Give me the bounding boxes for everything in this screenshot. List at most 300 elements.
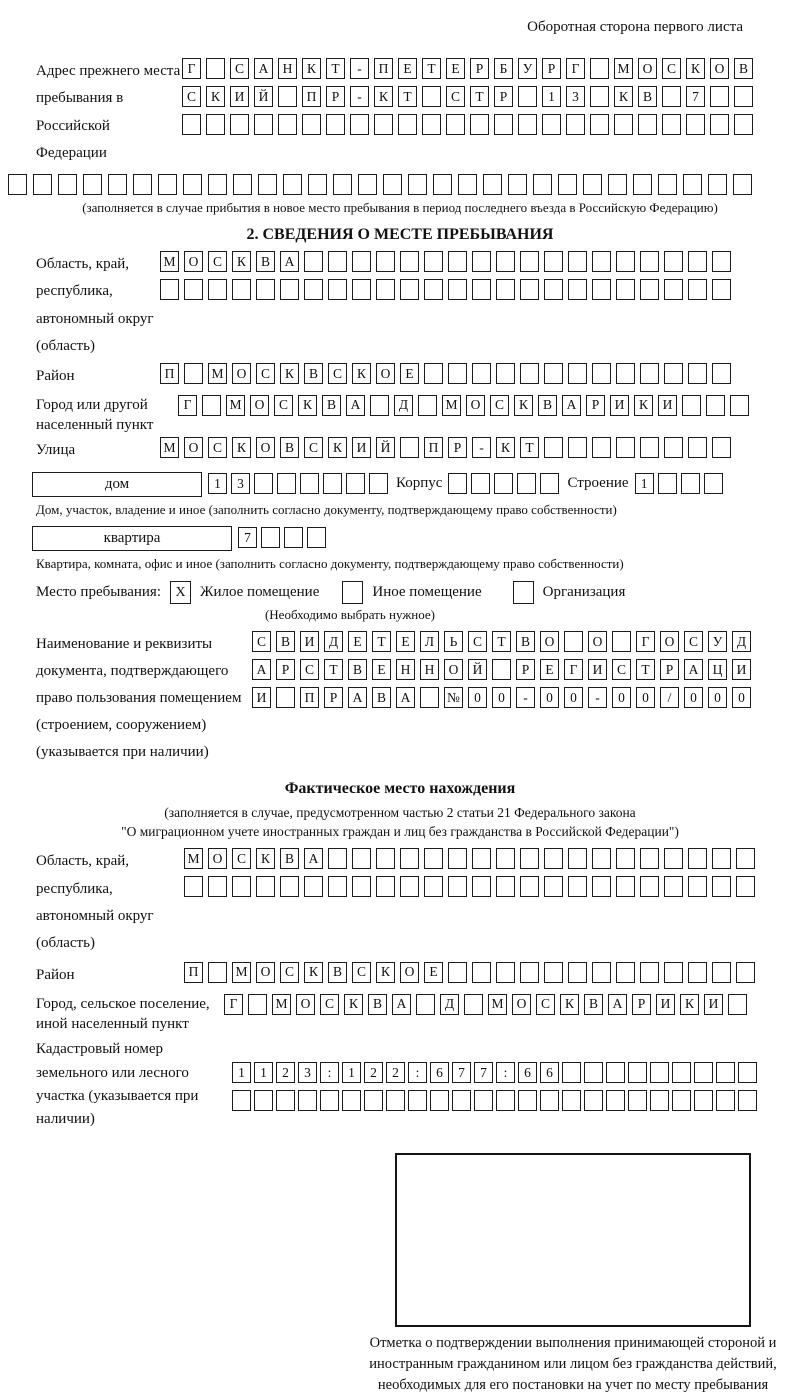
char-cell[interactable]: А	[348, 687, 367, 708]
char-cell[interactable]	[640, 363, 659, 384]
char-cell[interactable]: :	[320, 1062, 339, 1083]
char-cell[interactable]	[520, 876, 539, 897]
char-cell[interactable]	[474, 1090, 493, 1111]
char-cell[interactable]: В	[638, 86, 657, 107]
char-cell[interactable]	[694, 1090, 713, 1111]
char-cell[interactable]: Г	[178, 395, 197, 416]
char-cell[interactable]	[608, 174, 627, 195]
char-cell[interactable]	[664, 876, 683, 897]
char-cell[interactable]	[612, 631, 631, 652]
char-cell[interactable]	[706, 395, 725, 416]
char-cell[interactable]	[258, 174, 277, 195]
char-cell[interactable]	[566, 114, 585, 135]
char-cell[interactable]	[248, 994, 267, 1015]
char-cell[interactable]	[452, 1090, 471, 1111]
char-cell[interactable]	[233, 174, 252, 195]
char-cell[interactable]: /	[660, 687, 679, 708]
char-cell[interactable]: С	[232, 848, 251, 869]
char-cell[interactable]: 6	[430, 1062, 449, 1083]
char-cell[interactable]: И	[656, 994, 675, 1015]
char-cell[interactable]	[672, 1062, 691, 1083]
char-cell[interactable]	[664, 251, 683, 272]
char-cell[interactable]: 2	[276, 1062, 295, 1083]
char-cell[interactable]	[688, 251, 707, 272]
char-cell[interactable]: К	[352, 363, 371, 384]
char-cell[interactable]	[448, 876, 467, 897]
char-cell[interactable]	[662, 86, 681, 107]
char-cell[interactable]: С	[320, 994, 339, 1015]
char-cell[interactable]	[254, 473, 273, 494]
char-cell[interactable]: П	[374, 58, 393, 79]
char-cell[interactable]	[202, 395, 221, 416]
char-cell[interactable]	[230, 114, 249, 135]
char-cell[interactable]: :	[496, 1062, 515, 1083]
char-cell[interactable]: И	[732, 659, 751, 680]
char-cell[interactable]: Т	[324, 659, 343, 680]
char-cell[interactable]	[483, 174, 502, 195]
char-cell[interactable]	[358, 174, 377, 195]
char-cell[interactable]: К	[298, 395, 317, 416]
char-cell[interactable]: Н	[396, 659, 415, 680]
char-cell[interactable]	[590, 114, 609, 135]
char-cell[interactable]: Т	[372, 631, 391, 652]
char-cell[interactable]: 2	[386, 1062, 405, 1083]
char-cell[interactable]: В	[304, 363, 323, 384]
char-cell[interactable]	[278, 114, 297, 135]
char-cell[interactable]	[418, 395, 437, 416]
char-cell[interactable]	[638, 114, 657, 135]
char-cell[interactable]: К	[680, 994, 699, 1015]
char-cell[interactable]	[448, 251, 467, 272]
char-cell[interactable]	[520, 279, 539, 300]
char-cell[interactable]	[8, 174, 27, 195]
char-cell[interactable]	[616, 363, 635, 384]
char-cell[interactable]: С	[274, 395, 293, 416]
char-cell[interactable]: К	[514, 395, 533, 416]
char-cell[interactable]: И	[230, 86, 249, 107]
char-cell[interactable]	[664, 962, 683, 983]
char-cell[interactable]	[470, 114, 489, 135]
char-cell[interactable]: М	[160, 437, 179, 458]
char-cell[interactable]: 0	[708, 687, 727, 708]
char-cell[interactable]	[633, 174, 652, 195]
char-cell[interactable]	[592, 251, 611, 272]
char-cell[interactable]: М	[208, 363, 227, 384]
char-cell[interactable]: Г	[636, 631, 655, 652]
char-cell[interactable]	[662, 114, 681, 135]
char-cell[interactable]: Т	[326, 58, 345, 79]
char-cell[interactable]	[712, 848, 731, 869]
char-cell[interactable]: 1	[342, 1062, 361, 1083]
char-cell[interactable]	[232, 876, 251, 897]
char-cell[interactable]	[302, 114, 321, 135]
char-cell[interactable]: 7	[238, 527, 257, 548]
char-cell[interactable]	[184, 876, 203, 897]
char-cell[interactable]	[688, 279, 707, 300]
char-cell[interactable]	[688, 848, 707, 869]
char-cell[interactable]: -	[516, 687, 535, 708]
char-cell[interactable]	[232, 1090, 251, 1111]
char-cell[interactable]	[256, 876, 275, 897]
char-cell[interactable]: М	[614, 58, 633, 79]
char-cell[interactable]	[408, 174, 427, 195]
char-cell[interactable]	[562, 1090, 581, 1111]
char-cell[interactable]	[738, 1062, 757, 1083]
char-cell[interactable]	[520, 848, 539, 869]
char-cell[interactable]	[184, 279, 203, 300]
char-cell[interactable]	[408, 1090, 427, 1111]
char-cell[interactable]	[683, 174, 702, 195]
char-cell[interactable]: Р	[326, 86, 345, 107]
char-cell[interactable]	[664, 848, 683, 869]
char-cell[interactable]: И	[252, 687, 271, 708]
char-cell[interactable]	[83, 174, 102, 195]
char-cell[interactable]	[542, 114, 561, 135]
char-cell[interactable]: Б	[494, 58, 513, 79]
char-cell[interactable]: А	[254, 58, 273, 79]
organization-checkbox[interactable]	[513, 581, 534, 604]
char-cell[interactable]	[400, 876, 419, 897]
char-cell[interactable]: С	[684, 631, 703, 652]
char-cell[interactable]	[496, 848, 515, 869]
char-cell[interactable]: С	[536, 994, 555, 1015]
char-cell[interactable]	[208, 962, 227, 983]
char-cell[interactable]: С	[252, 631, 271, 652]
char-cell[interactable]	[133, 174, 152, 195]
char-cell[interactable]: В	[328, 962, 347, 983]
char-cell[interactable]	[688, 437, 707, 458]
char-cell[interactable]	[544, 876, 563, 897]
char-cell[interactable]: Д	[394, 395, 413, 416]
char-cell[interactable]	[254, 114, 273, 135]
char-cell[interactable]: П	[302, 86, 321, 107]
char-cell[interactable]: К	[328, 437, 347, 458]
char-cell[interactable]	[448, 962, 467, 983]
char-cell[interactable]: Й	[468, 659, 487, 680]
char-cell[interactable]: О	[256, 962, 275, 983]
char-cell[interactable]: Й	[376, 437, 395, 458]
char-cell[interactable]	[518, 86, 537, 107]
char-cell[interactable]	[376, 279, 395, 300]
char-cell[interactable]	[558, 174, 577, 195]
char-cell[interactable]	[736, 962, 755, 983]
char-cell[interactable]	[568, 437, 587, 458]
char-cell[interactable]	[564, 631, 583, 652]
char-cell[interactable]: О	[184, 251, 203, 272]
char-cell[interactable]	[562, 1062, 581, 1083]
char-cell[interactable]	[592, 876, 611, 897]
char-cell[interactable]: Ь	[444, 631, 463, 652]
char-cell[interactable]	[374, 114, 393, 135]
char-cell[interactable]	[544, 279, 563, 300]
char-cell[interactable]: Т	[422, 58, 441, 79]
char-cell[interactable]: Т	[636, 659, 655, 680]
char-cell[interactable]: А	[280, 251, 299, 272]
char-cell[interactable]: В	[584, 994, 603, 1015]
char-cell[interactable]	[716, 1062, 735, 1083]
char-cell[interactable]	[376, 848, 395, 869]
char-cell[interactable]	[734, 114, 753, 135]
char-cell[interactable]: К	[634, 395, 653, 416]
char-cell[interactable]	[386, 1090, 405, 1111]
char-cell[interactable]: И	[352, 437, 371, 458]
char-cell[interactable]	[710, 114, 729, 135]
char-cell[interactable]	[424, 363, 443, 384]
char-cell[interactable]: 3	[231, 473, 250, 494]
char-cell[interactable]	[568, 363, 587, 384]
char-cell[interactable]	[298, 1090, 317, 1111]
char-cell[interactable]: Й	[254, 86, 273, 107]
char-cell[interactable]: О	[660, 631, 679, 652]
char-cell[interactable]	[616, 279, 635, 300]
char-cell[interactable]: -	[588, 687, 607, 708]
char-cell[interactable]: 0	[492, 687, 511, 708]
char-cell[interactable]	[664, 279, 683, 300]
char-cell[interactable]	[710, 86, 729, 107]
char-cell[interactable]	[708, 174, 727, 195]
char-cell[interactable]: 6	[540, 1062, 559, 1083]
char-cell[interactable]: Г	[566, 58, 585, 79]
char-cell[interactable]: К	[376, 962, 395, 983]
char-cell[interactable]	[520, 363, 539, 384]
char-cell[interactable]: И	[300, 631, 319, 652]
char-cell[interactable]	[342, 1090, 361, 1111]
char-cell[interactable]: О	[232, 363, 251, 384]
char-cell[interactable]	[658, 174, 677, 195]
char-cell[interactable]	[472, 876, 491, 897]
char-cell[interactable]	[694, 1062, 713, 1083]
char-cell[interactable]: М	[160, 251, 179, 272]
char-cell[interactable]: 2	[364, 1062, 383, 1083]
char-cell[interactable]	[672, 1090, 691, 1111]
char-cell[interactable]	[544, 962, 563, 983]
char-cell[interactable]	[712, 437, 731, 458]
char-cell[interactable]	[583, 174, 602, 195]
char-cell[interactable]: К	[614, 86, 633, 107]
char-cell[interactable]: А	[304, 848, 323, 869]
char-cell[interactable]	[472, 848, 491, 869]
char-cell[interactable]	[333, 174, 352, 195]
char-cell[interactable]	[308, 174, 327, 195]
char-cell[interactable]	[352, 251, 371, 272]
char-cell[interactable]: О	[296, 994, 315, 1015]
char-cell[interactable]	[650, 1090, 669, 1111]
residential-checkbox[interactable]: X	[170, 581, 191, 604]
char-cell[interactable]	[628, 1062, 647, 1083]
char-cell[interactable]: Р	[324, 687, 343, 708]
char-cell[interactable]: 1	[254, 1062, 273, 1083]
char-cell[interactable]: П	[160, 363, 179, 384]
char-cell[interactable]	[276, 687, 295, 708]
char-cell[interactable]	[616, 848, 635, 869]
char-cell[interactable]: 7	[474, 1062, 493, 1083]
char-cell[interactable]: Р	[448, 437, 467, 458]
char-cell[interactable]	[400, 437, 419, 458]
char-cell[interactable]: В	[280, 848, 299, 869]
char-cell[interactable]: У	[518, 58, 537, 79]
char-cell[interactable]: 0	[612, 687, 631, 708]
char-cell[interactable]	[518, 1090, 537, 1111]
char-cell[interactable]	[664, 437, 683, 458]
char-cell[interactable]: Д	[732, 631, 751, 652]
char-cell[interactable]	[614, 114, 633, 135]
char-cell[interactable]	[352, 279, 371, 300]
char-cell[interactable]: М	[488, 994, 507, 1015]
char-cell[interactable]	[232, 279, 251, 300]
char-cell[interactable]: О	[512, 994, 531, 1015]
char-cell[interactable]	[540, 473, 559, 494]
char-cell[interactable]: К	[344, 994, 363, 1015]
char-cell[interactable]	[616, 251, 635, 272]
char-cell[interactable]: Ц	[708, 659, 727, 680]
char-cell[interactable]: В	[322, 395, 341, 416]
char-cell[interactable]: К	[374, 86, 393, 107]
char-cell[interactable]	[304, 251, 323, 272]
char-cell[interactable]: :	[408, 1062, 427, 1083]
char-cell[interactable]: 1	[635, 473, 654, 494]
char-cell[interactable]: М	[442, 395, 461, 416]
char-cell[interactable]: О	[400, 962, 419, 983]
char-cell[interactable]	[369, 473, 388, 494]
char-cell[interactable]	[158, 174, 177, 195]
char-cell[interactable]	[681, 473, 700, 494]
char-cell[interactable]	[182, 114, 201, 135]
char-cell[interactable]	[716, 1090, 735, 1111]
char-cell[interactable]	[323, 473, 342, 494]
char-cell[interactable]: У	[708, 631, 727, 652]
char-cell[interactable]: А	[392, 994, 411, 1015]
char-cell[interactable]: А	[684, 659, 703, 680]
char-cell[interactable]: -	[350, 86, 369, 107]
char-cell[interactable]: -	[350, 58, 369, 79]
char-cell[interactable]	[682, 395, 701, 416]
char-cell[interactable]	[307, 527, 326, 548]
other-premises-checkbox[interactable]	[342, 581, 363, 604]
char-cell[interactable]: К	[206, 86, 225, 107]
char-cell[interactable]	[606, 1090, 625, 1111]
char-cell[interactable]	[584, 1062, 603, 1083]
char-cell[interactable]: А	[562, 395, 581, 416]
char-cell[interactable]	[326, 114, 345, 135]
char-cell[interactable]: -	[472, 437, 491, 458]
char-cell[interactable]	[261, 527, 280, 548]
char-cell[interactable]: И	[610, 395, 629, 416]
char-cell[interactable]: В	[348, 659, 367, 680]
char-cell[interactable]: К	[232, 437, 251, 458]
char-cell[interactable]	[517, 473, 536, 494]
char-cell[interactable]	[712, 363, 731, 384]
char-cell[interactable]	[364, 1090, 383, 1111]
char-cell[interactable]: О	[256, 437, 275, 458]
char-cell[interactable]	[183, 174, 202, 195]
char-cell[interactable]: Т	[492, 631, 511, 652]
char-cell[interactable]: Е	[372, 659, 391, 680]
char-cell[interactable]	[184, 363, 203, 384]
char-cell[interactable]	[712, 876, 731, 897]
char-cell[interactable]	[424, 876, 443, 897]
char-cell[interactable]	[424, 251, 443, 272]
char-cell[interactable]: М	[232, 962, 251, 983]
char-cell[interactable]	[712, 251, 731, 272]
char-cell[interactable]	[352, 848, 371, 869]
char-cell[interactable]	[280, 876, 299, 897]
char-cell[interactable]	[206, 58, 225, 79]
char-cell[interactable]	[730, 395, 749, 416]
char-cell[interactable]: С	[352, 962, 371, 983]
char-cell[interactable]: 3	[566, 86, 585, 107]
char-cell[interactable]	[494, 473, 513, 494]
char-cell[interactable]: 1	[208, 473, 227, 494]
char-cell[interactable]: А	[396, 687, 415, 708]
char-cell[interactable]	[424, 279, 443, 300]
char-cell[interactable]: Т	[470, 86, 489, 107]
char-cell[interactable]	[520, 962, 539, 983]
char-cell[interactable]	[448, 279, 467, 300]
char-cell[interactable]	[328, 848, 347, 869]
char-cell[interactable]	[616, 437, 635, 458]
char-cell[interactable]	[584, 1090, 603, 1111]
char-cell[interactable]	[446, 114, 465, 135]
char-cell[interactable]: 0	[732, 687, 751, 708]
char-cell[interactable]: Р	[586, 395, 605, 416]
char-cell[interactable]: 1	[232, 1062, 251, 1083]
char-cell[interactable]: С	[490, 395, 509, 416]
char-cell[interactable]	[276, 1090, 295, 1111]
char-cell[interactable]	[544, 437, 563, 458]
char-cell[interactable]	[208, 876, 227, 897]
char-cell[interactable]	[592, 437, 611, 458]
char-cell[interactable]: Е	[348, 631, 367, 652]
char-cell[interactable]	[206, 114, 225, 135]
char-cell[interactable]: Е	[400, 363, 419, 384]
char-cell[interactable]: К	[232, 251, 251, 272]
char-cell[interactable]: П	[300, 687, 319, 708]
char-cell[interactable]	[448, 848, 467, 869]
char-cell[interactable]: 0	[564, 687, 583, 708]
char-cell[interactable]: В	[368, 994, 387, 1015]
char-cell[interactable]	[544, 363, 563, 384]
char-cell[interactable]	[606, 1062, 625, 1083]
char-cell[interactable]	[496, 363, 515, 384]
char-cell[interactable]	[320, 1090, 339, 1111]
char-cell[interactable]	[160, 279, 179, 300]
char-cell[interactable]	[568, 876, 587, 897]
char-cell[interactable]: 1	[542, 86, 561, 107]
char-cell[interactable]: О	[540, 631, 559, 652]
char-cell[interactable]	[736, 848, 755, 869]
char-cell[interactable]	[590, 86, 609, 107]
char-cell[interactable]	[430, 1090, 449, 1111]
char-cell[interactable]	[58, 174, 77, 195]
char-cell[interactable]: И	[704, 994, 723, 1015]
char-cell[interactable]	[352, 876, 371, 897]
char-cell[interactable]	[640, 876, 659, 897]
char-cell[interactable]: Е	[424, 962, 443, 983]
char-cell[interactable]: Р	[470, 58, 489, 79]
char-cell[interactable]	[422, 86, 441, 107]
char-cell[interactable]	[472, 363, 491, 384]
char-cell[interactable]: №	[444, 687, 463, 708]
char-cell[interactable]	[738, 1090, 757, 1111]
char-cell[interactable]: С	[300, 659, 319, 680]
char-cell[interactable]	[256, 279, 275, 300]
char-cell[interactable]: О	[444, 659, 463, 680]
char-cell[interactable]: М	[272, 994, 291, 1015]
char-cell[interactable]	[33, 174, 52, 195]
char-cell[interactable]: К	[496, 437, 515, 458]
char-cell[interactable]: Р	[632, 994, 651, 1015]
char-cell[interactable]: С	[328, 363, 347, 384]
